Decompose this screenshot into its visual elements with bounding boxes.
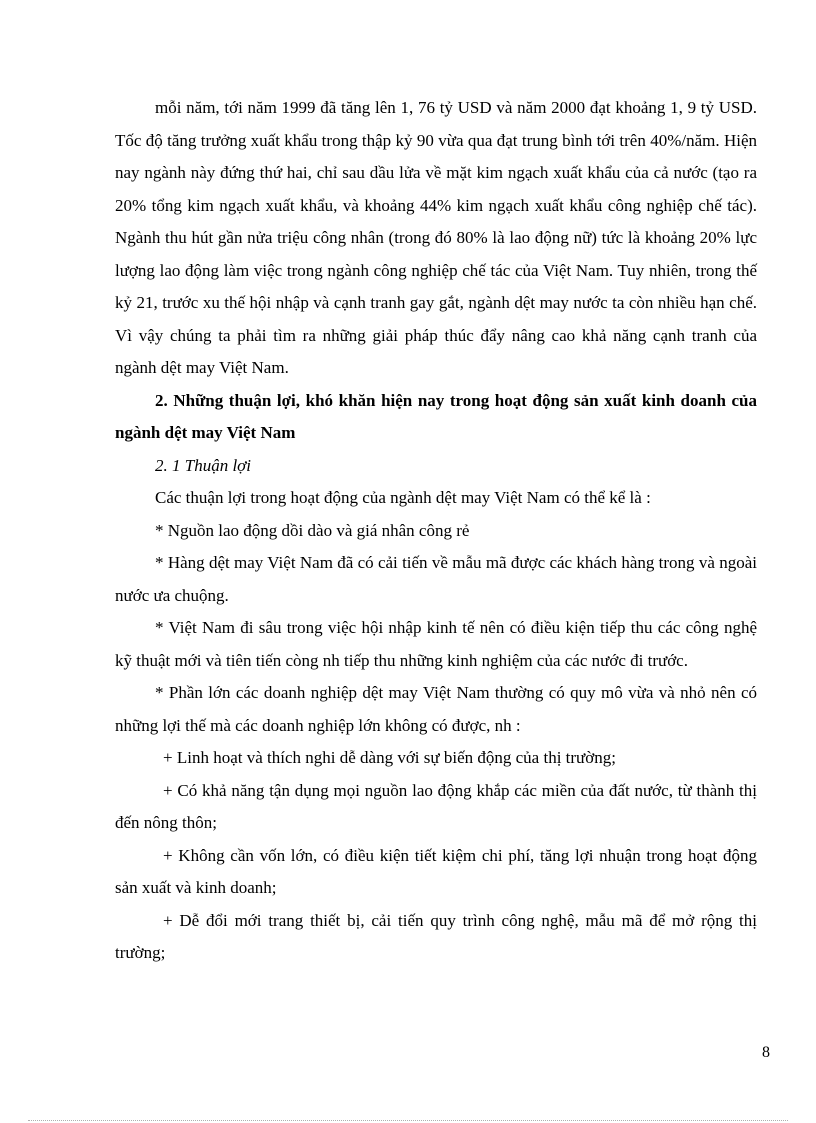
bullet-integration: * Việt Nam đi sâu trong việc hội nhập kinh tế nên có điều kiện tiếp thu các công nghệ kỹ thuật mới và tiên tiến còng nh tiếp thu những kinh nghiệm của các nước đi trước. [115,618,757,670]
bullet-design: * Hàng dệt may Việt Nam đã có cải tiến về mẫu mã được các khách hàng trong và ngoài nước ưa chuộng. [115,553,757,605]
page-number: 8 [762,1044,770,1061]
advantages-intro: Các thuận lợi trong hoạt động của ngành dệt may Việt Nam có thể kể là : [155,488,651,507]
subsection-heading: 2. 1 Thuận lợi [155,455,251,475]
section-heading: 2. Những thuận lợi, khó khăn hiện nay trong hoạt động sản xuất kinh doanh của ngành dệt may Việt Nam [115,390,757,442]
bullet-labor: * Nguồn lao động dồi dào và giá nhân công rẻ [155,520,470,540]
bullet-sme: * Phần lớn các doanh nghiệp dệt may Việt Nam thường có quy mô vừa và nhỏ nên có những lợi thế mà các doanh nghiệp lớn không có được, nh : [115,683,757,735]
sub-bullet-innovation: + Dễ đổi mới trang thiết bị, cải tiến quy trình công nghệ, mẫu mã để mở rộng thị trường; [115,910,757,962]
sub-bullet-labor-use: + Có khả năng tận dụng mọi nguồn lao động khắp các miền của đất nước, từ thành thị đến nông thôn; [115,780,757,832]
footer-divider [28,1120,788,1121]
page-body [115,92,757,970]
intro-paragraph: mỗi năm, tới năm 1999 đã tăng lên 1, 76 tỷ USD và năm 2000 đạt khoảng 1, 9 tỷ USD. Tốc độ tăng trưởng xuất khẩu trong thập kỷ 90 vừa qua đạt trung bình tới trên 40%/năm. Hiện nay ngành này đứng thứ hai, chỉ sau dầu lửa về mặt kim ngạch xuất khẩu của cả nước (tạo ra 20% tổng kim ngạch xuất khẩu, và khoảng 44% kim ngạch xuất khẩu công nghiệp chế tác). Ngành thu hút gần nửa triệu công nhân (trong đó 80% là lao động nữ) tức là khoảng 20% lực lượng lao động làm việc trong ngành công nghiệp chế tác của Việt Nam. Tuy nhiên, trong thế kỷ 21, trước xu thế hội nhập và cạnh tranh gay gắt, ngành dệt may nước ta còn nhiều hạn chế. Vì vậy chúng ta phải tìm ra những giải pháp thúc đẩy nâng cao khả năng cạnh tranh của ngành dệt may Việt Nam. [115,98,757,377]
sub-bullet-capital: + Không cần vốn lớn, có điều kiện tiết kiệm chi phí, tăng lợi nhuận trong hoạt động sản xuất và kinh doanh; [115,845,757,897]
sub-bullet-flexible: + Linh hoạt và thích nghi dễ dàng với sự biến động của thị trường; [163,748,616,767]
